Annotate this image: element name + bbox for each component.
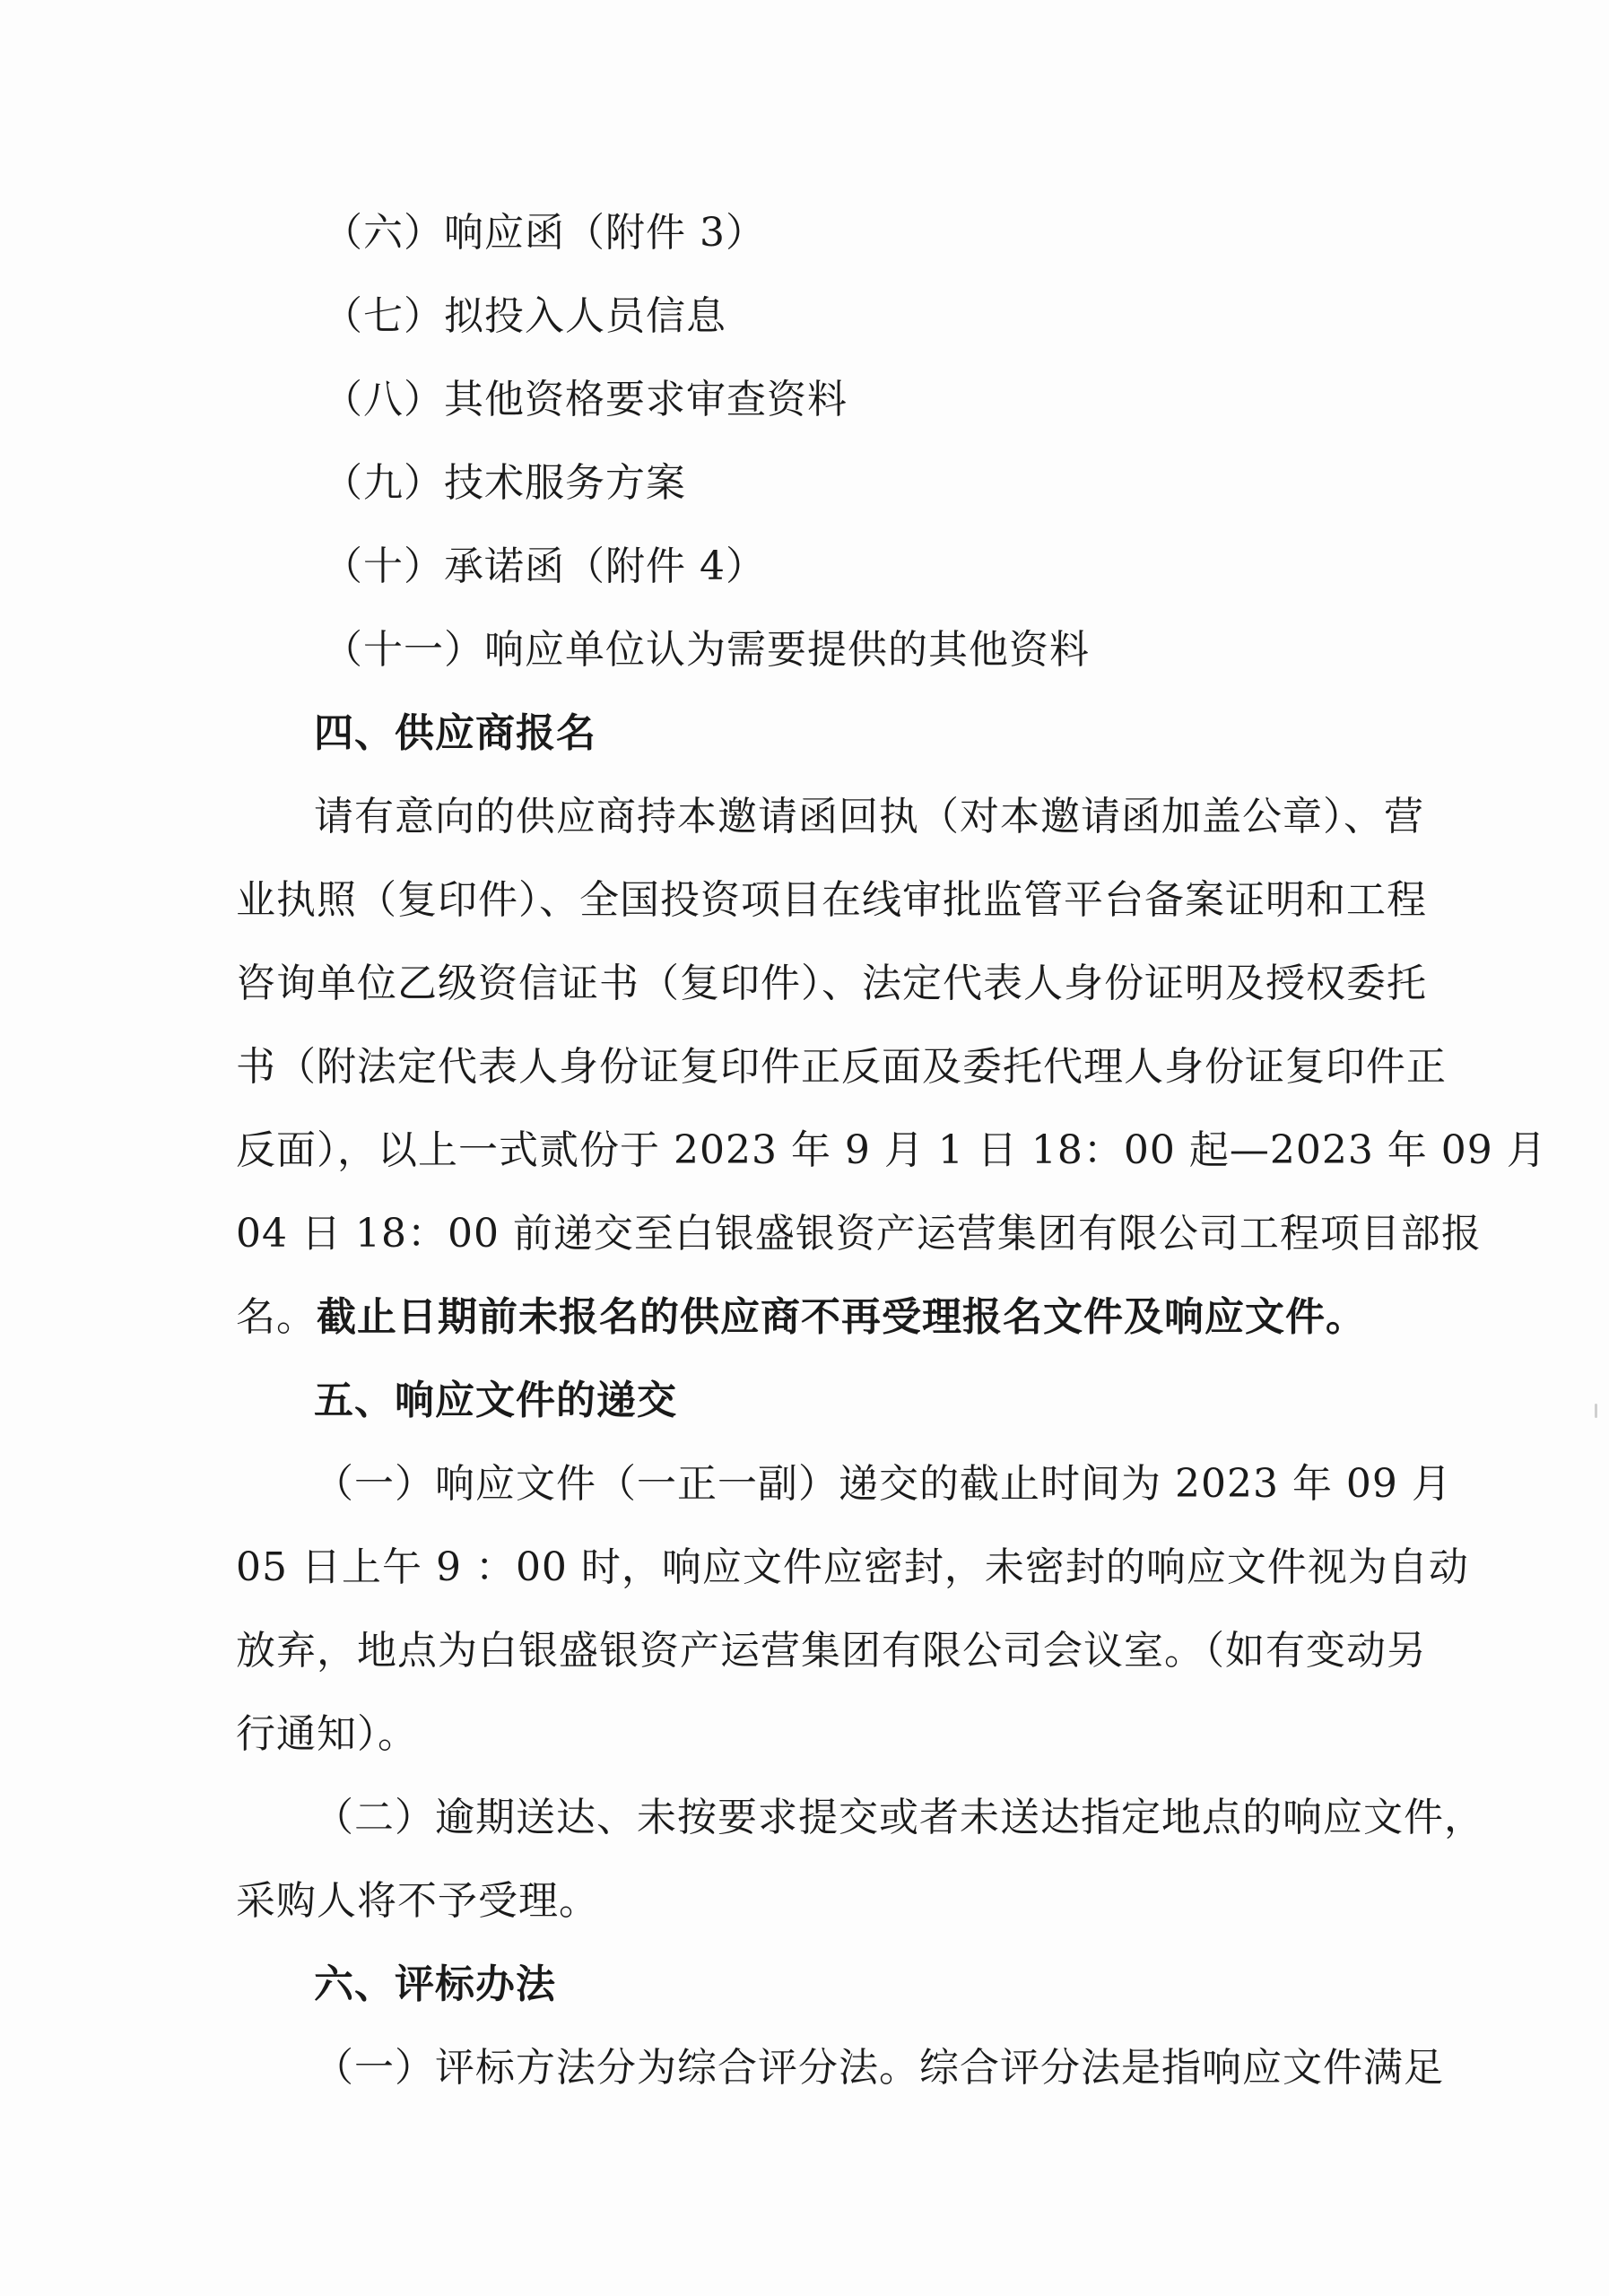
section-5-p1-line-2: 05 日上午 9 ：00 时，响应文件应密封，未密封的响应文件视为自动 [236, 1544, 1469, 1590]
section-4-line-4: 书（附法定代表人身份证复印件正反面及委托代理人身份证复印件正 [236, 1044, 1447, 1090]
section-4-deadline-notice: 截止日期前未报名的供应商不再受理报名文件及响应文件。 [317, 1294, 1366, 1340]
section-5-p1-line-3: 放弃，地点为白银盛银资产运营集团有限公司会议室。（如有变动另 [236, 1628, 1427, 1674]
section-5-p2-line-1: （二）逾期送达、未按要求提交或者未送达指定地点的响应文件， [314, 1795, 1484, 1840]
section-4-line-5: 反面），以上一式贰份于 2023 年 9 月 1 日 18：00 起—2023 年 09 月 [236, 1127, 1547, 1173]
section-6-heading: 六、评标办法 [314, 1961, 556, 2007]
section-4-line-6: 04 日 18：00 前递交至白银盛银资产运营集团有限公司工程项目部报 [236, 1211, 1482, 1257]
section-5-p1-line-1: （一）响应文件（一正一副）递交的截止时间为 2023 年 09 月 [314, 1461, 1452, 1507]
section-4-line-7 [236, 1294, 1388, 1340]
list-item-10: （十）承诺函（附件 4） [323, 544, 766, 589]
section-6-p1-line-1: （一）评标方法分为综合评分法。综合评分法是指响应文件满足 [314, 2045, 1444, 2091]
section-5-heading: 五、响应文件的递交 [314, 1378, 677, 1423]
list-item-6: （六）响应函（附件 3） [323, 210, 766, 256]
section-4-line-3: 咨询单位乙级资信证书（复印件）、法定代表人身份证明及授权委托 [236, 961, 1427, 1006]
section-5-p1-line-4: 行通知）。 [236, 1711, 418, 1757]
section-4-line-2: 业执照（复印件）、全国投资项目在线审批监管平台备案证明和工程 [236, 877, 1427, 923]
section-5-p2-line-2: 采购人将不予受理。 [236, 1878, 599, 1924]
section-4-heading: 四、供应商报名 [314, 710, 596, 756]
list-item-8: （八）其他资格要求审查资料 [323, 377, 848, 422]
list-item-7: （七）拟投入人员信息 [323, 293, 726, 339]
list-item-11: （十一）响应单位认为需要提供的其他资料 [323, 627, 1090, 673]
list-item-9: （九）技术服务方案 [323, 460, 686, 506]
section-4-last-normal: 名。 [236, 1294, 317, 1340]
section-4-line-1: 请有意向的供应商持本邀请函回执（对本邀请函加盖公章）、营 [314, 794, 1424, 839]
scan-artifact [1595, 1404, 1597, 1418]
